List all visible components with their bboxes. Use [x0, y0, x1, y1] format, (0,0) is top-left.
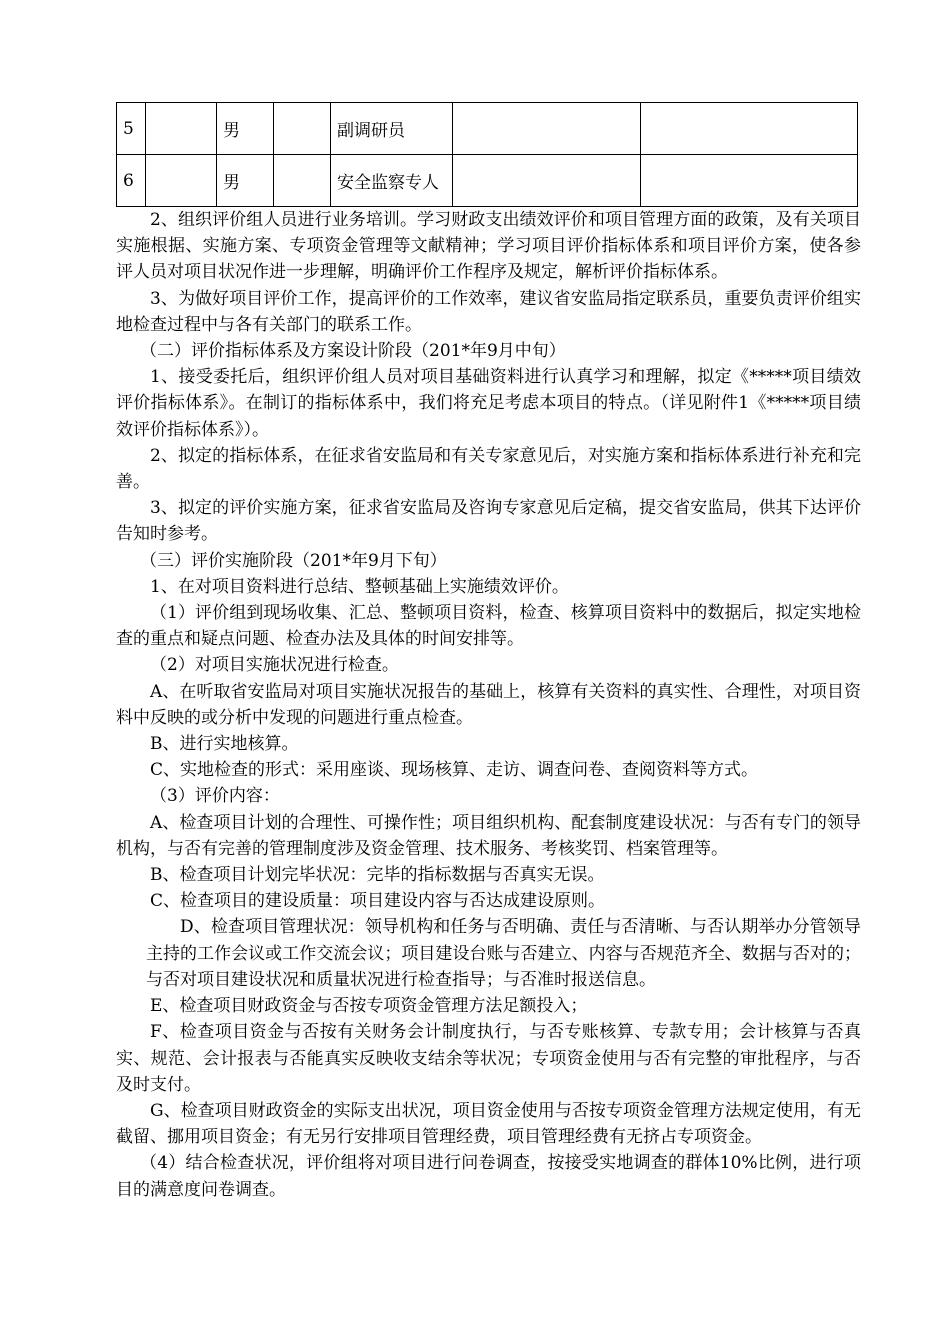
paragraph: 2、拟定的指标体系，在征求省安监局和有关专家意见后，对实施方案和指标体系进行补充和完善。 — [116, 445, 861, 493]
cell-no: 5 — [117, 103, 146, 155]
cell-name — [146, 103, 217, 155]
cell-name — [146, 155, 217, 207]
paragraph: A、在听取省安监局对项目实施状况报告的基础上，核算有关资料的真实性、合理性，对项目资料中反映的或分析中发现的问题进行重点检查。 — [116, 681, 861, 728]
cell-major — [453, 155, 641, 207]
section-heading: （二）评价指标体系及方案设计阶段（201*年9月中旬） — [140, 341, 566, 362]
paragraph: E、检查项目财政资金与否按专项资金管理方法足额投入； — [150, 996, 588, 1017]
staff-table — [116, 102, 858, 207]
paragraph: G、检查项目财政资金的实际支出状况，项目资金使用与否按专项资金管理方法规定使用，有无截留、挪用项目资金；有无另行安排项目管理经费，项目管理经费有无挤占专项资金。 — [116, 1100, 861, 1148]
paragraph: B、进行实地核算。 — [150, 734, 299, 755]
paragraph: C、实地检查的形式：采用座谈、现场核算、走访、调查问卷、查阅资料等方式。 — [150, 760, 759, 781]
cell-gender: 男 — [217, 103, 274, 155]
paragraph: （3）评价内容： — [150, 786, 280, 807]
paragraph: （1）评价组到现场收集、汇总、整顿项目资料，检查、核算项目资料中的数据后，拟定实地检查的重点和疑点问题、检查办法及具体的时间安排等。 — [116, 603, 861, 650]
cell-gender: 男 — [217, 155, 274, 207]
paragraph: A、检查项目计划的合理性、可操作性；项目组织机构、配套制度建设状况：与否有专门的领导机构，与否有完善的管理制度涉及资金管理、技术服务、考核奖罚、档案管理等。 — [116, 812, 861, 859]
paragraph: 1、在对项目资料进行总结、整顿基础上实施绩效评价。 — [150, 576, 569, 597]
paragraph: C、检查项目的建设质量：项目建设内容与否达成建设原则。 — [150, 891, 606, 912]
document-body — [116, 207, 861, 1203]
table-row — [117, 155, 858, 207]
cell-major — [453, 103, 641, 155]
cell-no: 6 — [117, 155, 146, 207]
paragraph: B、检查项目计划完毕状况：完毕的指标数据与否真实无误。 — [150, 865, 605, 886]
cell-age — [274, 103, 331, 155]
paragraph: 3、为做好项目评价工作，提高评价的工作效率，建议省安监局指定联系员，重要负责评价组实地检查过程中与各有关部门的联系工作。 — [116, 288, 861, 335]
cell-title: 副调研员 — [331, 103, 453, 155]
table-row — [117, 103, 858, 155]
paragraph: 1、接受委托后，组织评价组人员对项目基础资料进行认真学习和理解，拟定《*****项目绩效评价指标体系》。在制订的指标体系中，我们将充足考虑本项目的特点。（详见附件1《*****项目绩效评价指标体系》）。 — [116, 367, 861, 440]
cell-unit — [641, 155, 858, 207]
paragraph: 3、拟定的评价实施方案，征求省安监局及咨询专家意见后定稿，提交省安监局，供其下达评价告知时参考。 — [116, 498, 861, 545]
cell-age — [274, 155, 331, 207]
paragraph: （2）对项目实施状况进行检查。 — [150, 655, 399, 676]
cell-title: 安全监察专人 — [331, 155, 453, 207]
paragraph: F、检查项目资金与否按有关财务会计制度执行，与否专账核算、专款专用；会计核算与否真实、规范、会计报表与否能真实反映收支结余等状况；专项资金使用与否有完整的审批程序，与否及时支付。 — [116, 1022, 861, 1095]
paragraph: D、检查项目管理状况：领导机构和任务与否明确、责任与否清晰、与否认期举办分管领导主持的工作会议或工作交流会议；项目建设台账与否建立、内容与否规范齐全、数据与否对的；与否对项目建设状况和质量状况进行检查指导；与否准时报送信息。 — [146, 917, 861, 990]
paragraph: 2、组织评价组人员进行业务培训。学习财政支出绩效评价和项目管理方面的政策，及有关项目实施根据、实施方案、专项资金管理等文献精神；学习项目评价指标体系和项目评价方案，使各参评人员对项目状况作进一步理解，明确评价工作程序及规定，解析评价指标体系。 — [116, 210, 861, 283]
paragraph: （4）结合检查状况，评价组将对项目进行问卷调查，按接受实地调查的群体10%比例，进行项目的满意度问卷调查。 — [116, 1153, 861, 1200]
section-heading: （三）评价实施阶段（201*年9月下旬） — [140, 550, 447, 571]
cell-unit — [641, 103, 858, 155]
